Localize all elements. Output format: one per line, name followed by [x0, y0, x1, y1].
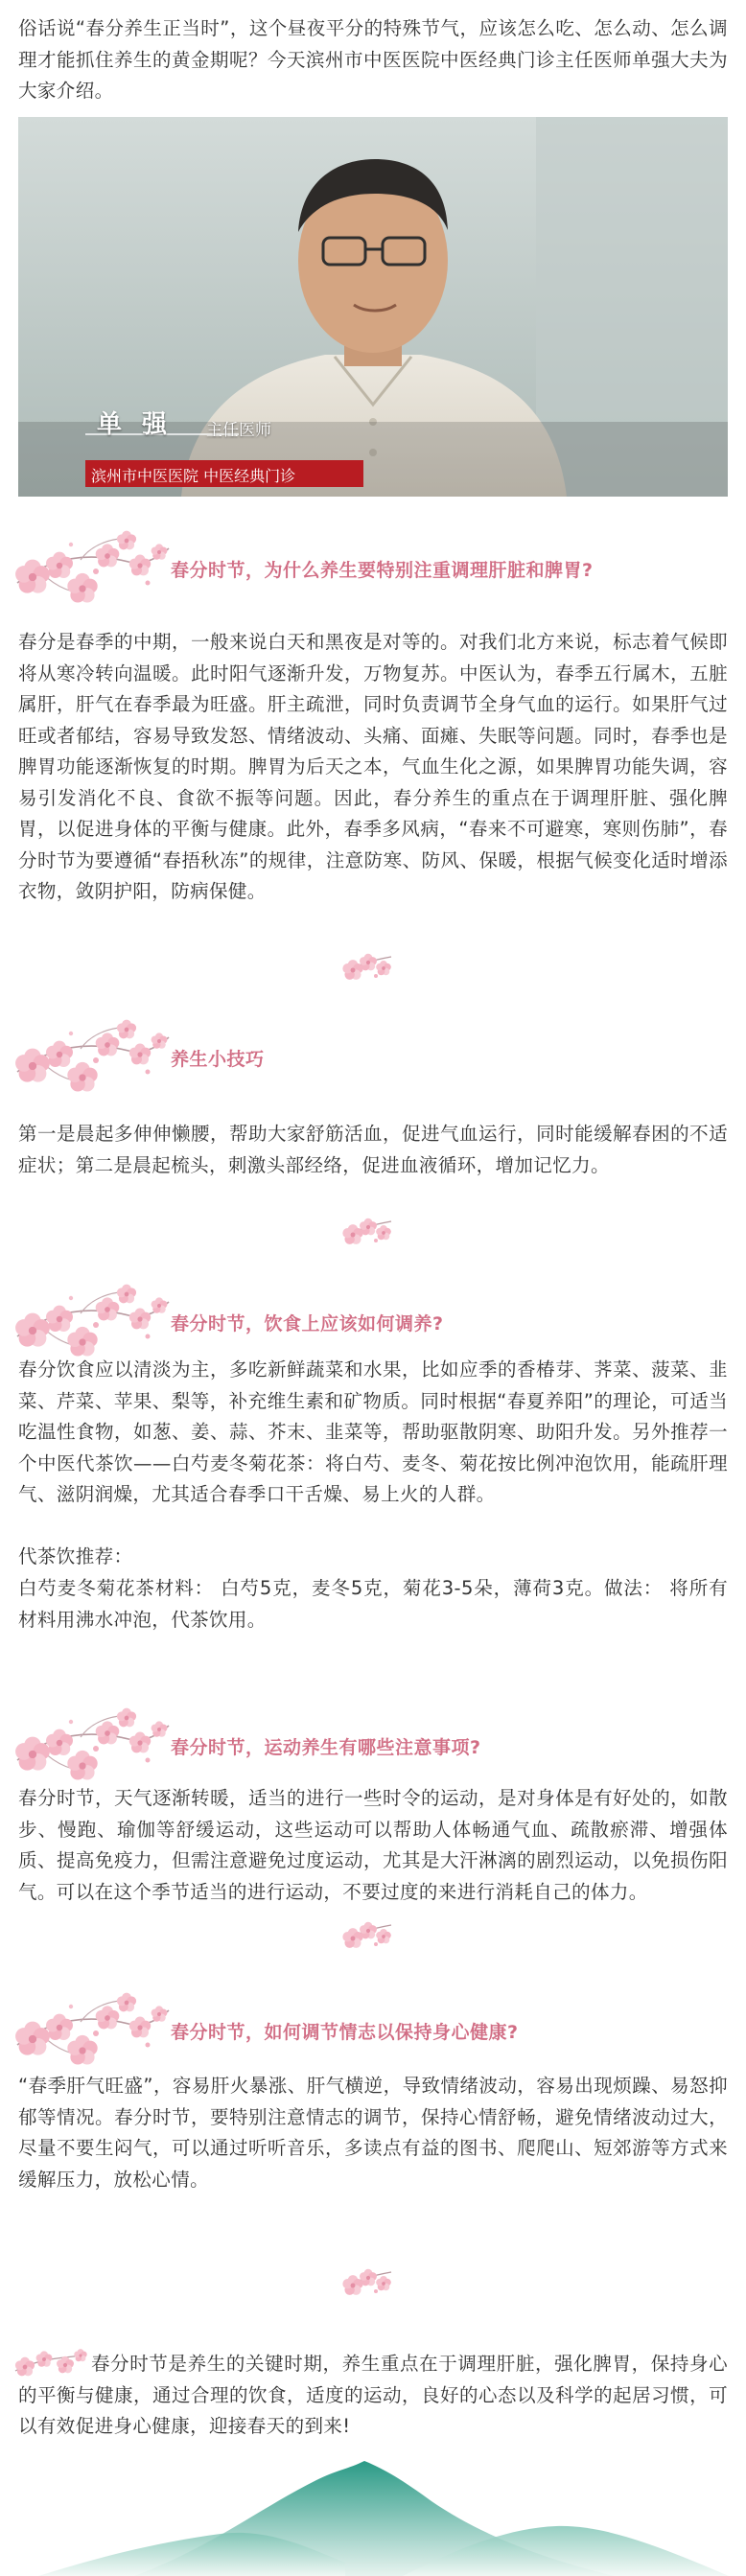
doctor-title: 主任医师: [206, 421, 271, 440]
section-title: 春分时节，饮食上应该如何调养?: [171, 1313, 444, 1334]
section-body: 春分时节，天气逐渐转暖，适当的进行一些时令的运动，是对身体是有好处的，如散步、慢跑、瑜伽等舒缓运动，这些运动可以帮助人体畅通气血、疏散瘀滞、增强体质、提高免疫力，但需注意避免过度运动，尤其是大汗淋漓的剧烈运动，以免损伤阳气。可以在这个季节适当的进行运动，不要过度的来进行消耗自己的体力。: [18, 1787, 728, 1903]
blossom-divider-icon: [341, 1214, 395, 1250]
cherry-blossom-icon: [13, 527, 176, 614]
section-heading-liver-spleen: [10, 527, 738, 614]
section-heading-exercise: [10, 1705, 738, 1791]
section-body: 春分是春季的中期，一般来说白天和黑夜是对等的。对我们北方来说，标志着气候即将从寒冷转向温暖。此时阳气逐渐升发，万物复苏。中医认为，春季五行属木，五脏属肝，肝气在春季最为旺盛。肝主疏泄，同时负责调节全身气血的运行。如果肝气过旺或者郁结，容易导致发怒、情绪波动、头痛、面瘫、失眠等问题。同时，春季也是脾胃功能逐渐恢复的时期。脾胃为后天之本，气血生化之源，如果脾胃功能失调，容易引发消化不良、食欲不振等问题。因此，春分养生的重点在于调理肝脏、强化脾胃，以促进身体的平衡与健康。此外，春季多风病，“春来不可避寒，寒则伤肺”，春分时节为要遵循“春捂秋冻”的规律，注意防寒、防风、保暖，根据气候变化适时增添衣物，敛阴护阳，防病保健。: [18, 631, 728, 902]
blossom-divider-icon: [341, 1917, 395, 1954]
closing-paragraph: 春分时节是养生的关键时期，养生重点在于调理肝脏，强化脾胃，保持身心的平衡与健康，通过合理的饮食，适度的运动，良好的心态以及科学的起居习惯，可以有效促进身心健康，迎接春天的到来!: [18, 2353, 728, 2437]
doctor-video-still[interactable]: [18, 117, 728, 497]
cherry-blossom-icon: [13, 1989, 176, 2076]
section-body: “春季肝气旺盛”，容易肝火暴涨、肝气横逆，导致情绪波动，容易出现烦躁、易怒抑郁等情况。春分时节，要特别注意情志的调节，保持心情舒畅，避免情绪波动过大，尽量不要生闷气，可以通过听听音乐，多读点有益的图书、爬爬山、短郊游等方式来缓解压力，放松心情。: [18, 2075, 728, 2191]
section-title: 养生小技巧: [171, 1049, 265, 1070]
section-heading-emotion: [10, 1989, 738, 2076]
section-title: 春分时节，为什么养生要特别注重调理肝脏和脾胃?: [171, 560, 594, 581]
section-title: 春分时节，运动养生有哪些注意事项?: [171, 1737, 481, 1758]
cherry-blossom-icon: [13, 1705, 176, 1791]
tea-recommendation-label: 代茶饮推荐：: [18, 1545, 133, 1567]
section-heading-tips: [10, 1016, 738, 1102]
section-body: 第一是晨起多伸伸懒腰，帮助大家舒筋活血，促进气血运行，同时能缓解春困的不适症状；第二是晨起梳头，刺激头部经络，促进血液循环，增加记忆力。: [18, 1123, 728, 1176]
blossom-divider-icon: [341, 949, 395, 986]
doctor-name: 单 强: [97, 410, 174, 439]
tea-recipe: 白芍麦冬菊花茶材料： 白芍5克，麦冬5克，菊花3-5朵，薄荷3克。做法： 将所有材料用沸水冲泡，代茶饮用。: [18, 1577, 728, 1631]
mountain-landscape-icon: [0, 2442, 746, 2576]
intro-paragraph: 俗话说“春分养生正当时”，这个昼夜平分的特殊节气，应该怎么吃、怎么动、怎么调理才能抓住养生的黄金期呢？今天滨州市中医医院中医经典门诊主任医师单强大夫为大家介绍。: [18, 17, 728, 102]
blossom-divider-icon: [341, 2264, 395, 2301]
cherry-blossom-icon: [13, 1016, 176, 1102]
section-body: 春分饮食应以清淡为主，多吃新鲜蔬菜和水果，比如应季的香椿芽、荠菜、菠菜、韭菜、芹菜、苹果、梨等，补充维生素和矿物质。同时根据“春夏养阳”的理论，可适当吃温性食物，如葱、姜、蒜、芥末、韭菜等，帮助驱散阴寒、助阳升发。另外推荐一个中医代茶饮——白芍麦冬菊花茶：将白芍、麦冬、菊花按比例冲泡饮用，能疏肝理气、滋阴润燥，尤其适合春季口干舌燥、易上火的人群。: [18, 1358, 728, 1505]
hospital-caption: 滨州市中医医院 中医经典门诊: [91, 467, 296, 485]
section-title: 春分时节，如何调节情志以保持身心健康?: [171, 2022, 519, 2043]
